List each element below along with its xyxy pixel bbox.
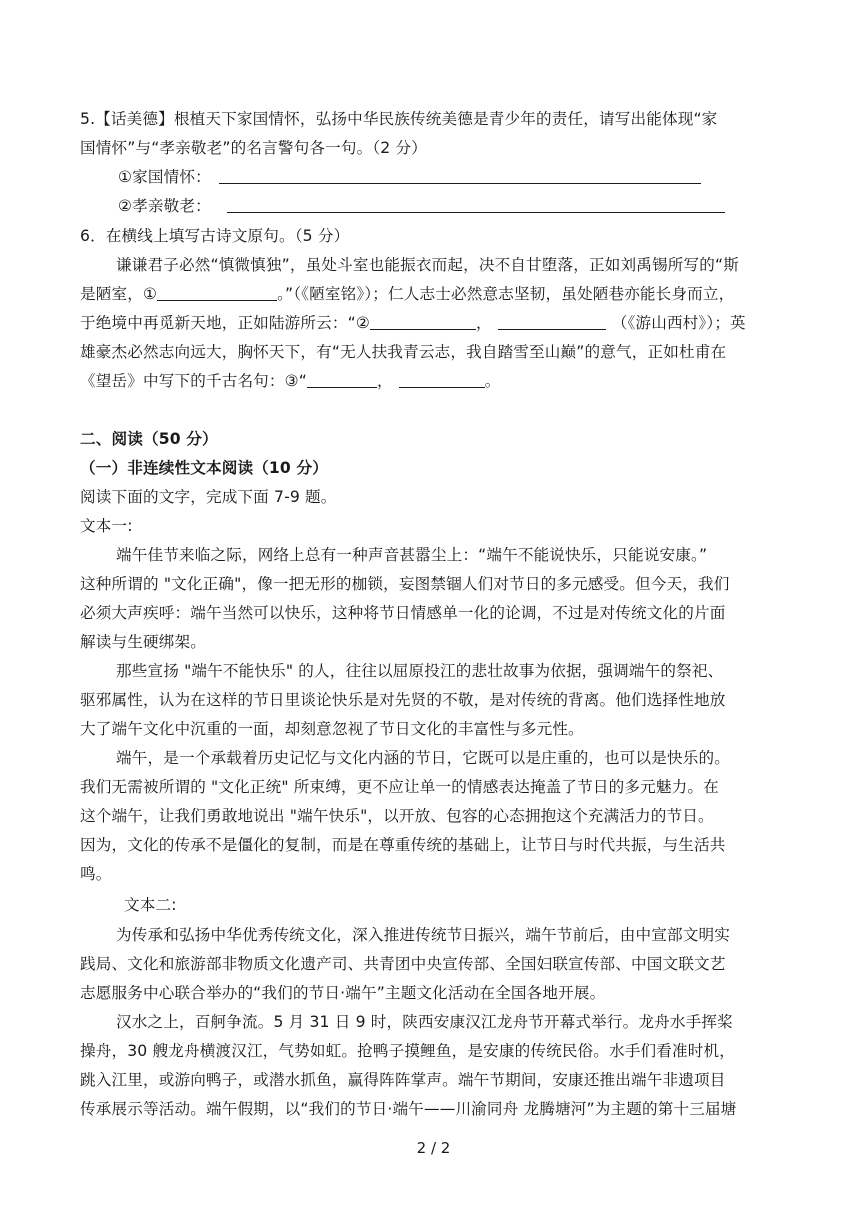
q5-item-1 bbox=[118, 166, 828, 188]
answer-blank-2b[interactable] bbox=[498, 313, 606, 330]
q5-item-2-label: ②孝亲敬老： bbox=[118, 197, 211, 215]
q6-text: ， bbox=[377, 372, 393, 390]
text-two-line: 操舟，30 艘龙舟横渡汉江，气势如虹。抢鸭子摸鲤鱼，是安康的传统民俗。水手们看准时机， bbox=[80, 1042, 735, 1060]
text-one-label: 文本一: bbox=[80, 517, 133, 535]
q6-para-line: 谦谦君子必然“慎微慎独”，虽处斗室也能振衣而起，决不自甘堕落，正如刘禹锡所写的“斯 bbox=[116, 256, 739, 274]
q6-para-line bbox=[80, 370, 790, 392]
subsection-title: （一）非连续性文本阅读（10 分） bbox=[80, 459, 328, 477]
q6-text: 于绝境中再觅新天地，正如陆游所云：“② bbox=[80, 314, 371, 332]
q6-para-line bbox=[80, 283, 790, 305]
text-one-line: 这种所谓的 "文化正确"，像一把无形的枷锁，妄图禁锢人们对节日的多元感受。但今天，我们 bbox=[80, 575, 730, 593]
text-one-line: 端午佳节来临之际，网络上总有一种声音甚嚣尘上：“端午不能说快乐，只能说安康。” bbox=[116, 546, 708, 564]
text-one-line: 解读与生硬绑架。 bbox=[80, 633, 206, 651]
answer-blank-3b[interactable] bbox=[399, 371, 485, 388]
text-two-line: 汉水之上，百舸争流。5 月 31 日 9 时，陕西安康汉江龙舟节开幕式举行。龙舟水手挥桨 bbox=[116, 1013, 733, 1031]
q6-text: ， bbox=[476, 314, 492, 332]
answer-blank-1[interactable] bbox=[157, 284, 277, 301]
q6-title: 6．在横线上填写古诗文原句。（5 分） bbox=[80, 227, 350, 245]
q6-text: （《游山西村》）；英 bbox=[611, 314, 746, 332]
answer-blank-2a[interactable] bbox=[370, 313, 476, 330]
q6-text: 是陋室，① bbox=[80, 285, 158, 303]
text-one-line: 必须大声疾呼：端午当然可以快乐，这种将节日情感单一化的论调，不过是对传统文化的片面 bbox=[80, 604, 726, 622]
answer-blank[interactable] bbox=[219, 167, 701, 184]
page-number: 2 / 2 bbox=[416, 1139, 451, 1157]
answer-blank[interactable] bbox=[227, 196, 725, 213]
q6-text: 《望岳》中写下的千古名句：③“ bbox=[80, 372, 308, 390]
text-one-line: 驱邪属性，认为在这样的节日里谈论快乐是对先贤的不敬，是对传统的背离。他们选择性地放 bbox=[80, 691, 726, 709]
q5-item-1-label: ①家国情怀： bbox=[118, 168, 211, 186]
text-two-line: 志愿服务中心联合举办的“我们的节日·端午”主题文化活动在全国各地开展。 bbox=[80, 984, 606, 1002]
text-one-line: 我们无需被所谓的 "文化正统" 所束缚，更不应让单一的情感表达掩盖了节日的多元魅力。在 bbox=[80, 778, 719, 796]
text-two-line: 跳入江里，或游向鸭子，或潜水抓鱼，赢得阵阵掌声。端午节期间，安康还推出端午非遗项目 bbox=[80, 1071, 726, 1089]
q5-line-2: 国情怀”与“孝亲敬老”的名言警句各一句。（2 分） bbox=[80, 139, 427, 157]
q5-line-1: 5.【话美德】根植天下家国情怀，弘扬中华民族传统美德是青少年的责任，请写出能体现“家 bbox=[80, 110, 718, 128]
q6-text: 。”（《陋室铭》）；仁人志士必然意志坚韧，虽处陋巷亦能长身而立， bbox=[277, 285, 735, 303]
section-title: 二、阅读（50 分） bbox=[80, 430, 218, 448]
text-one-line: 端午，是一个承载着历史记忆与文化内涵的节日，它既可以是庄重的，也可以是快乐的。 bbox=[116, 749, 731, 767]
text-two-line: 为传承和弘扬中华优秀传统文化，深入推进传统节日振兴，端午节前后，由中宣部文明实 bbox=[116, 926, 731, 944]
text-one-line: 那些宣扬 "端午不能快乐" 的人，往往以屈原投江的悲壮故事为依据，强调端午的祭祀、 bbox=[116, 662, 724, 680]
text-one-line: 这个端午，让我们勇敢地说出 "端午快乐"，以开放、包容的心态拥抱这个充满活力的节日。 bbox=[80, 807, 714, 825]
q6-text: 。 bbox=[484, 372, 501, 390]
text-two-line: 践局、文化和旅游部非物质文化遗产司、共青团中央宣传部、全国妇联宣传部、中国文联文艺 bbox=[80, 955, 726, 973]
q6-para-line bbox=[80, 312, 790, 334]
reading-instruction: 阅读下面的文字，完成下面 7-9 题。 bbox=[80, 488, 337, 506]
q5-item-2 bbox=[118, 195, 828, 217]
text-two-line: 传承展示等活动。端午假期，以“我们的节日·端午——川渝同舟 龙腾塘河”为主题的第十三届塘 bbox=[80, 1100, 737, 1118]
text-one-line: 大了端午文化中沉重的一面，却刻意忽视了节日文化的丰富性与多元性。 bbox=[80, 720, 584, 738]
text-two-label: 文本二: bbox=[124, 896, 177, 914]
text-one-line: 因为，文化的传承不是僵化的复制，而是在尊重传统的基础上，让节日与时代共振，与生活共 bbox=[80, 836, 726, 854]
text-one-line: 鸣。 bbox=[80, 865, 112, 883]
answer-blank-3a[interactable] bbox=[307, 371, 377, 388]
q6-para-line: 雄豪杰必然志向远大，胸怀天下，有“无人扶我青云志，我自踏雪至山巅”的意气，正如杜甫在 bbox=[80, 343, 727, 361]
